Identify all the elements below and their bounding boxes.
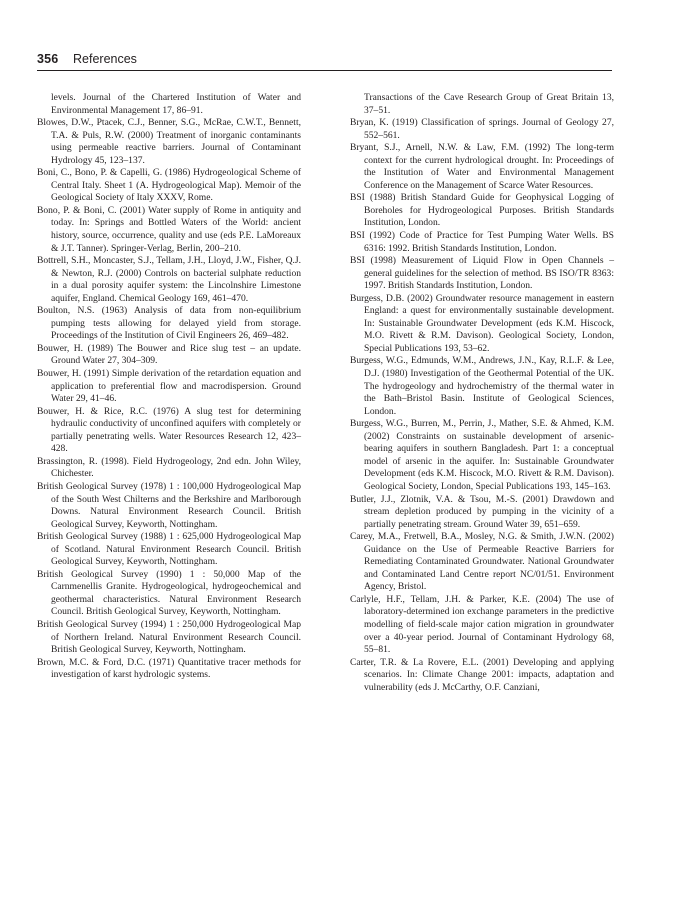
reference-entry: levels. Journal of the Chartered Institution of Water and Environmental Management 17, 86–91. [51, 92, 301, 116]
reference-entry: BSI (1988) British Standard Guide for Geophysical Logging of Boreholes for Hydrogeological Purposes. British Standards Institution, London. [350, 192, 614, 229]
reference-entry: Boni, C., Bono, P. & Capelli, G. (1986) Hydrogeological Scheme of Central Italy. Sheet 1 (A. Hydrogeological Map). Memoir of the Geological Society of Italy XXXV, Rome. [37, 167, 301, 204]
reference-entry: Carey, M.A., Fretwell, B.A., Mosley, N.G. & Smith, J.W.N. (2002) Guidance on the Use of Permeable Reactive Barriers for Remediating Contaminated Groundwater. National Groundwater and Contaminated Land Centre report NC/01/51. Environment Agency, Bristol. [350, 531, 614, 593]
reference-entry: BSI (1998) Measurement of Liquid Flow in Open Channels – general guidelines for the selection of method. BS ISO/TR 8363: 1997. British Standards Institution, London. [350, 255, 614, 292]
reference-entry: Blowes, D.W., Ptacek, C.J., Benner, S.G., McRae, C.W.T., Bennett, T.A. & Puls, R.W. (2000) Treatment of inorganic contaminants using permeable reactive barriers. Journal of Contaminant Hydrology 45, 123–137. [37, 117, 301, 166]
reference-entry: Butler, J.J., Zlotnik, V.A. & Tsou, M.-S. (2001) Drawdown and stream depletion produced by pumping in the vicinity of a partially penetrating stream. Ground Water 39, 651–659. [350, 493, 614, 530]
reference-entry: Bryant, S.J., Arnell, N.W. & Law, F.M. (1992) The long-term context for the current hydrological drought. In: Proceedings of the Institution of Water and Environmental Management Conference on the Management of Scarce Water Resources. [350, 142, 614, 191]
reference-entry: British Geological Survey (1988) 1 : 625,000 Hydrogeological Map of Scotland. Natural Environment Research Council. British Geological Survey, Keyworth, Nottingham. [37, 531, 301, 568]
reference-entry: Burgess, W.G., Edmunds, W.M., Andrews, J.N., Kay, R.L.F. & Lee, D.J. (1980) Investigation of the Geothermal Potential of the UK. The hydrogeology and hydrochemistry of the thermal water in the Bath–Bristol Basin. Institute of Geological Sciences, London. [350, 355, 614, 417]
reference-entry: Boulton, N.S. (1963) Analysis of data from non-equilibrium pumping tests allowing for delayed yield from storage. Proceedings of the Institution of Civil Engineers 26, 469–482. [37, 305, 301, 342]
reference-entry: Bouwer, H. (1989) The Bouwer and Rice slug test – an update. Ground Water 27, 304–309. [37, 342, 301, 367]
reference-entry: Bottrell, S.H., Moncaster, S.J., Tellam, J.H., Lloyd, J.W., Fisher, Q.J. & Newton, R.J. (2000) Controls on bacterial sulphate reduction in a dual porosity aquifer system: the Lincolnshire Limestone aquifer, England. Chemical Geology 169, 461–470. [37, 255, 301, 304]
left-column [37, 92, 301, 682]
running-head: References [73, 52, 137, 66]
right-column [350, 92, 614, 694]
reference-entry: Brown, M.C. & Ford, D.C. (1971) Quantitative tracer methods for investigation of karst hydrologic systems. [37, 656, 301, 681]
reference-entry: Bouwer, H. & Rice, R.C. (1976) A slug test for determining hydraulic conductivity of unconfined aquifers with completely or partially penetrating wells. Water Resources Research 12, 423–428. [37, 405, 301, 455]
reference-entry: Brassington, R. (1998). Field Hydrogeology, 2nd edn. John Wiley, Chichester. [37, 455, 301, 480]
reference-entry: Burgess, D.B. (2002) Groundwater resource management in eastern England: a quest for environmentally sustainable development. In: Sustainable Groundwater Development (eds K.M. Hiscock, M.O. Rivett & R.M. Davison). Geological Society, London, Special Publications 193, 53–62. [350, 292, 614, 354]
reference-entry: Burgess, W.G., Burren, M., Perrin, J., Mather, S.E. & Ahmed, K.M. (2002) Constraints on sustainable development of arsenic-bearing aquifers in southern Bangladesh. Part 1: a conceptual model of arsenic in the aquifer. In: Sustainable Groundwater Development (eds K.M. Hiscock, M.O. Rivett & R.M. Davison). Geological Society, London, Special Publications 193, 145–163. [350, 418, 614, 492]
reference-entry: British Geological Survey (1990) 1 : 50,000 Map of the Carnmenellis Granite. Hydrogeological, hydrogeochemical and geothermal characteristics. Natural Environment Research Council. British Geological Survey, Keyworth, Nottingham. [37, 568, 301, 618]
reference-entry: Bouwer, H. (1991) Simple derivation of the retardation equation and application to preferential flow and macrodispersion. Ground Water 29, 41–46. [37, 368, 301, 405]
reference-entry: British Geological Survey (1994) 1 : 250,000 Hydrogeological Map of Northern Ireland. Natural Environment Research Council. British Geological Survey, Keyworth, Nottingham. [37, 618, 301, 656]
page-number: 356 [37, 52, 59, 66]
reference-entry: BSI (1992) Code of Practice for Test Pumping Water Wells. BS 6316: 1992. British Standards Institution, London. [350, 230, 614, 254]
reference-entry: Bryan, K. (1919) Classification of springs. Journal of Geology 27, 552–561. [350, 117, 614, 141]
reference-entry: Bono, P. & Boni, C. (2001) Water supply of Rome in antiquity and today. In: Springs and Bottled Waters of the World: ancient history, source, occurrence, quality and use (eds P.E. LaMoreaux & J.T. Tanner). Springer-Verlag, Berlin, 200–210. [37, 204, 301, 254]
reference-entry: Carlyle, H.F., Tellam, J.H. & Parker, K.E. (2004) The use of laboratory-determined ion exchange parameters in the predictive modelling of field-scale major cation migration in groundwater over a 40-year period. Journal of Contaminant Hydrology 68, 55–81. [350, 593, 614, 656]
page-header [37, 52, 612, 71]
reference-entry: British Geological Survey (1978) 1 : 100,000 Hydrogeological Map of the South West Chilterns and the Berkshire and Marlborough Downs. Natural Environment Research Council. British Geological Survey, Keyworth, Nottingham. [37, 480, 301, 530]
reference-entry: Transactions of the Cave Research Group of Great Britain 13, 37–51. [364, 92, 614, 116]
reference-entry: Carter, T.R. & La Rovere, E.L. (2001) Developing and applying scenarios. In: Climate Change 2001: impacts, adaptation and vulnerability (eds J. McCarthy, O.F. Canziani, [350, 656, 614, 693]
